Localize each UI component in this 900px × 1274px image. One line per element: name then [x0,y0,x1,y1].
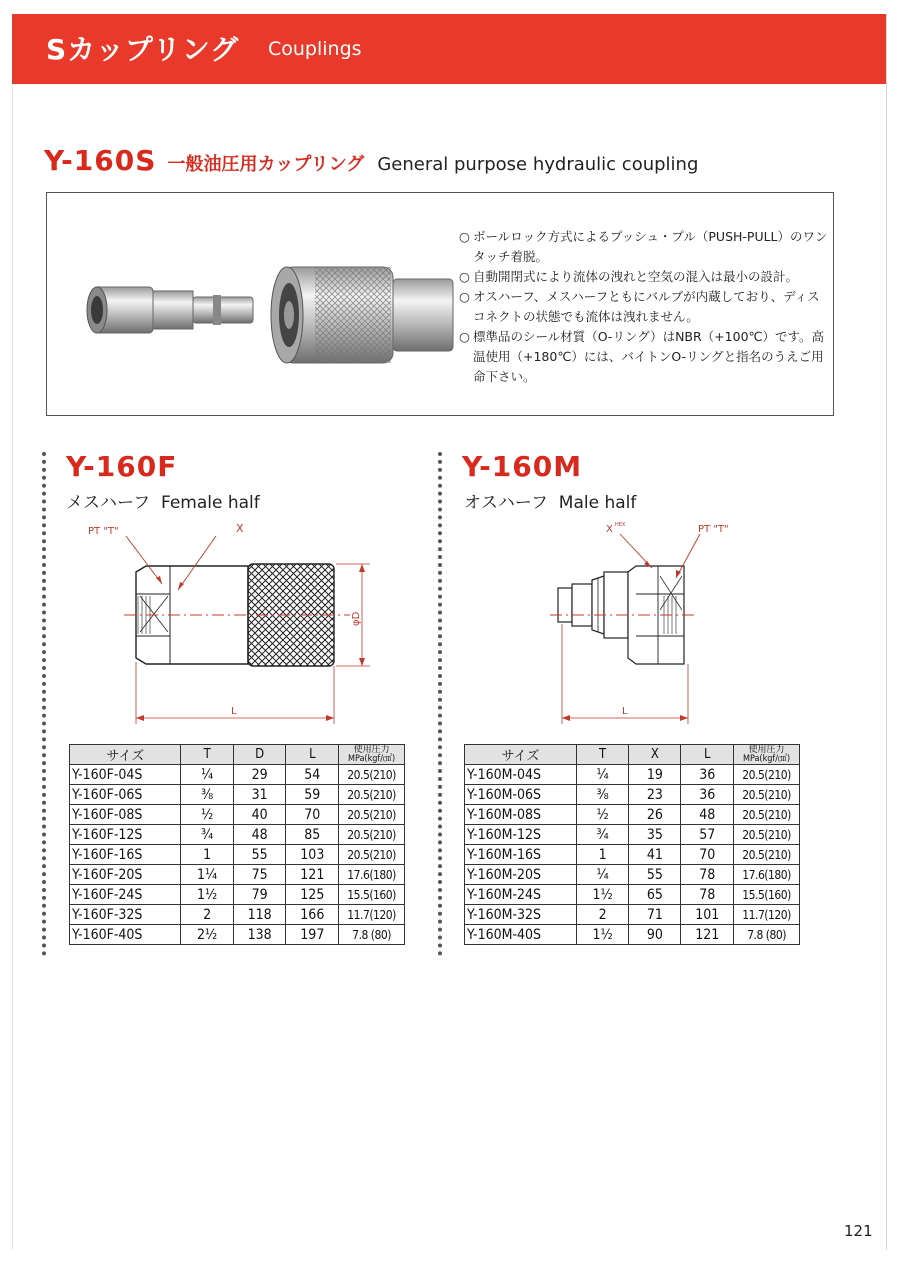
table-header-row: サイズ T D L 使用圧力 MPa(kgf/㎠) [70,745,405,765]
header-title-jp: Sカップリング [46,33,240,66]
feature-item: ○ オスハーフ、メスハーフともにバルブが内蔵しており、ディスコネクトの状態でも流体は洩れません。 [459,289,820,324]
size-cell: Y-160F-08S [70,805,181,825]
length-cell: 78 [681,865,734,885]
thread-cell: ⅜ [576,785,628,805]
dimension-cell: 41 [629,845,681,865]
male-code: Y-160M [462,450,583,483]
product-photo [83,237,463,387]
table-row [465,785,800,805]
pressure-cell: 20.5(210) [734,845,800,865]
female-subtitle: メスハーフ Female half [66,493,260,513]
female-code: Y-160F [66,450,178,483]
length-cell: 125 [286,885,339,905]
dimension-cell: 35 [629,825,681,845]
male-label-pt: PT "T" [698,524,729,535]
length-cell: 78 [681,885,734,905]
size-cell: Y-160M-06S [465,785,577,805]
product-title [44,144,698,177]
female-half-drawing [80,514,380,726]
dimension-cell: 65 [629,885,681,905]
dimension-cell: 75 [233,865,286,885]
dimension-cell: 23 [629,785,681,805]
pressure-cell: 17.6(180) [339,865,405,885]
male-subtitle: オスハーフ Male half [464,493,637,513]
pressure-cell: 20.5(210) [734,785,800,805]
feature-box [46,192,834,416]
thread-cell: ¼ [181,765,233,785]
male-section-bar [438,452,446,956]
pressure-cell: 15.5(160) [339,885,405,905]
pressure-cell: 17.6(180) [734,865,800,885]
dimension-cell: 55 [629,865,681,885]
male-label-hex: HEX [615,522,626,528]
dimension-cell: 26 [629,805,681,825]
length-cell: 70 [681,845,734,865]
feature-list [459,227,829,387]
pressure-cell: 20.5(210) [734,825,800,845]
thread-cell: 1½ [181,885,233,905]
dimension-cell: 138 [233,925,286,945]
table-row [70,785,405,805]
female-spec-table [69,744,405,945]
length-cell: 103 [286,845,339,865]
pressure-cell: 15.5(160) [734,885,800,905]
female-label-x: X [236,522,244,535]
male-table-body [465,765,800,945]
product-name-jp: 一般油圧用カップリング [167,154,365,175]
pressure-cell: 20.5(210) [339,765,405,785]
male-label-x: X [606,524,613,535]
size-cell: Y-160M-16S [465,845,577,865]
size-cell: Y-160F-12S [70,825,181,845]
size-cell: Y-160M-24S [465,885,577,905]
length-cell: 36 [681,765,734,785]
dimension-cell: 118 [233,905,286,925]
table-row [70,905,405,925]
length-cell: 59 [286,785,339,805]
size-cell: Y-160F-32S [70,905,181,925]
table-row [70,925,405,945]
feature-item: ○ 標準品のシール材質（O-リング）はNBR（+100℃）です。高温使用（+180℃）には、バイトンO-リングと指名のうえご用命下さい。 [459,329,825,384]
size-cell: Y-160M-04S [465,765,577,785]
female-section-bar [42,452,50,956]
pressure-cell: 20.5(210) [339,825,405,845]
thread-cell: 1½ [576,925,628,945]
thread-cell: 1 [576,845,628,865]
length-cell: 48 [681,805,734,825]
table-row [465,885,800,905]
pressure-cell: 7.8 (80) [339,925,405,945]
female-table-body [70,765,405,945]
dimension-cell: 40 [233,805,286,825]
pressure-cell: 7.8 (80) [734,925,800,945]
thread-cell: ½ [576,805,628,825]
pressure-cell: 20.5(210) [734,765,800,785]
table-row [70,845,405,865]
product-code: Y-160S [44,144,157,177]
table-row [70,825,405,845]
pressure-cell: 20.5(210) [339,785,405,805]
size-cell: Y-160M-40S [465,925,577,945]
pressure-cell: 11.7(120) [734,905,800,925]
dimension-cell: 48 [233,825,286,845]
table-row [465,805,800,825]
header-title-en: Couplings [268,38,362,60]
length-cell: 166 [286,905,339,925]
male-label-l: L [622,706,628,717]
table-row [70,765,405,785]
product-name-en: General purpose hydraulic coupling [377,154,699,175]
length-cell: 57 [681,825,734,845]
length-cell: 85 [286,825,339,845]
female-label-d: φD [351,611,362,626]
dimension-cell: 79 [233,885,286,905]
male-spec-table [464,744,800,945]
table-row [70,865,405,885]
thread-cell: ¼ [576,765,628,785]
feature-item: ○ ボールロック方式によるプッシュ・プル（PUSH-PULL）のワンタッチ着脱。 [459,229,828,264]
dimension-cell: 90 [629,925,681,945]
size-cell: Y-160M-20S [465,865,577,885]
length-cell: 101 [681,905,734,925]
table-row [70,805,405,825]
table-header-row: サイズ T X L 使用圧力 MPa(kgf/㎠) [465,745,800,765]
table-row [70,885,405,905]
dimension-cell: 29 [233,765,286,785]
dimension-cell: 19 [629,765,681,785]
page-header [12,14,886,84]
table-row [465,905,800,925]
size-cell: Y-160F-04S [70,765,181,785]
length-cell: 36 [681,785,734,805]
dimension-cell: 55 [233,845,286,865]
length-cell: 197 [286,925,339,945]
length-cell: 54 [286,765,339,785]
thread-cell: ⅜ [181,785,233,805]
size-cell: Y-160M-08S [465,805,577,825]
table-row [465,865,800,885]
pressure-cell: 20.5(210) [339,845,405,865]
page-border-left [12,84,13,1250]
size-cell: Y-160F-20S [70,865,181,885]
length-cell: 121 [681,925,734,945]
dimension-cell: 31 [233,785,286,805]
length-cell: 121 [286,865,339,885]
size-cell: Y-160M-32S [465,905,577,925]
thread-cell: 2 [181,905,233,925]
thread-cell: ¾ [181,825,233,845]
dimension-cell: 71 [629,905,681,925]
pressure-cell: 20.5(210) [339,805,405,825]
size-cell: Y-160F-24S [70,885,181,905]
page-number: 121 [844,1222,873,1240]
page-border-right [886,14,887,1250]
thread-cell: 1 [181,845,233,865]
thread-cell: 1½ [576,885,628,905]
thread-cell: ½ [181,805,233,825]
thread-cell: ¼ [576,865,628,885]
size-cell: Y-160M-12S [465,825,577,845]
table-row [465,825,800,845]
pressure-cell: 20.5(210) [734,805,800,825]
thread-cell: 2½ [181,925,233,945]
length-cell: 70 [286,805,339,825]
male-half-drawing [540,514,770,726]
size-cell: Y-160F-06S [70,785,181,805]
feature-item: ○ 自動開閉式により流体の洩れと空気の混入は最小の設計。 [459,269,799,284]
table-row [465,765,800,785]
thread-cell: ¾ [576,825,628,845]
pressure-cell: 11.7(120) [339,905,405,925]
thread-cell: 2 [576,905,628,925]
size-cell: Y-160F-16S [70,845,181,865]
table-row [465,845,800,865]
female-label-pt: PT "T" [88,526,119,537]
size-cell: Y-160F-40S [70,925,181,945]
female-label-l: L [231,706,237,717]
thread-cell: 1¼ [181,865,233,885]
table-row [465,925,800,945]
